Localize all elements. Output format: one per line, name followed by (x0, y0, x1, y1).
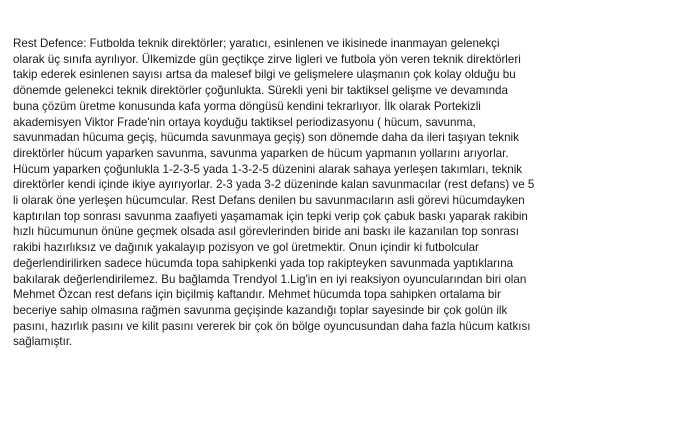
text-line: Mehmet Özcan rest defans için biçilmiş kaftandır. Mehmet hücumda topa sahipken ortalama bir (13, 288, 501, 302)
text-line: hızlı hücumunun önüne geçmek olsada asıl görevlerinden biride ani baskı ile kazanılan top sonrası (13, 225, 519, 239)
text-line: kaptırılan top sonrası savunma zaafiyeti yaşamamak için tepki verip çok çabuk baskı yaparak rakibin (13, 209, 528, 223)
text-line: sağlamıştır. (13, 335, 73, 349)
text-line: Hücum yaparken çoğunlukla 1-2-3-5 yada 1-3-2-5 düzenini alarak sahaya yerleşen takımları, teknik (13, 162, 523, 176)
text-line: bakılarak değerlendirilemez. Bu bağlamda Trendyol 1.Lig'in en iyi reaksiyon oyuncularından biri olan (13, 272, 527, 286)
article-paragraph (13, 36, 668, 350)
text-line: takip ederek esinlenen sayısı artsa da malesef bilgi ve gelişmelere ulaşmanın çok kolay olduğu bu (13, 68, 516, 82)
text-line: değerlendirilirken sadece hücumda topa sahipkenki yada top rakipteyken savunmada yaptıklarına (13, 256, 514, 270)
text-line: akademisyen Viktor Frade'nin ortaya koyduğu taktiksel periodizasyonu ( hücum, savunma, (13, 115, 476, 129)
text-line: direktörler kendi içinde ikiye ayırıyorlar. 2-3 yada 3-2 düzeninde kalan savunmacılar (rest defans) ve 5 (13, 178, 535, 192)
text-line: direktörler hücum yaparken savunma, savunma yaparken de hücum yapmanın yollarını arıyorlar. (13, 146, 509, 160)
text-line: Rest Defence: Futbolda teknik direktörler; yaratıcı, esinlenen ve ikisinede inanmayan gelenekçi (13, 37, 500, 50)
text-line: olarak üç sınıfa ayrılıyor. Ülkemizde gün geçtikçe zirve ligleri ve futbola yön veren teknik direktörleri (13, 52, 521, 66)
text-line: beceriye sahip olmasına rağmen savunma geçişinde kazandığı toplar sayesinde bir çok golün ilk (13, 303, 508, 317)
text-line: savunmadan hücuma geçiş, hücumda savunmaya geçiş) son dönemde daha da ileri taşıyan teknik (13, 131, 519, 145)
text-line: li olarak öne yerleşen hücumcular. Rest Defans denilen bu savunmacıların asli görevi hücumdayken (13, 194, 525, 208)
text-line: dönemde gelenekci teknik direktörler çoğunlukta. Sürekli yeni bir taktiksel gelişme ve devamında (13, 84, 508, 98)
text-line: rakibi hazırlıksız ve dağınık yakalayıp pozisyon ve gol üretmektir. Onun içindir ki futbolcular (13, 241, 479, 255)
text-line: buna çözüm üretme konusunda kafa yorma döngüsü kendini tekrarlıyor. İlk olarak Portekizli (13, 99, 481, 113)
text-line: pasını, hazırlık pasını ve kilit pasını vererek bir çok ön bölge oyuncusundan daha fazla hücum katkısı (13, 319, 531, 333)
